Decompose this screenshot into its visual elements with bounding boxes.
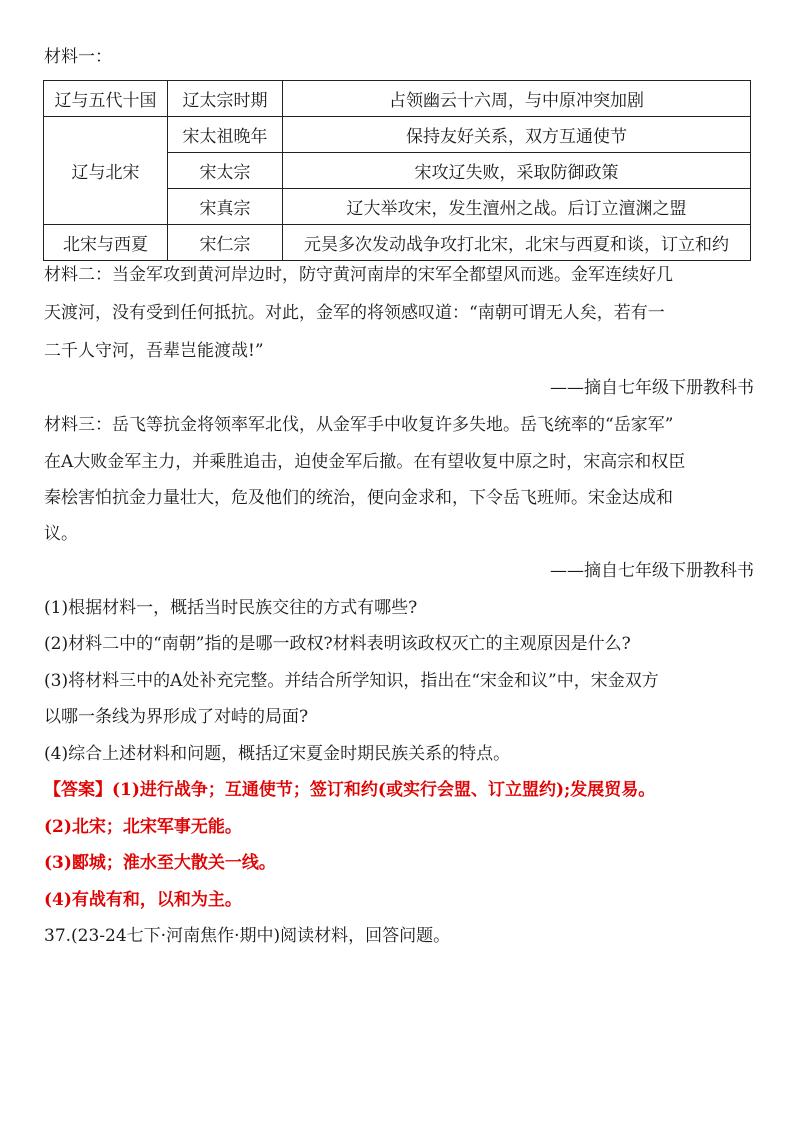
material1-label: 材料一： [44, 47, 112, 67]
table-cell: 宋真宗 [168, 189, 283, 225]
material3-line: 在A大败金军主力，并乘胜追击，迫使金军后撤。在有望收复中原之时，宋高宗和权臣 [44, 452, 686, 472]
material1-table [43, 80, 751, 261]
table-cell: 占领幽云十六周，与中原冲突加剧 [283, 81, 751, 117]
answer-line-1 [44, 779, 754, 801]
table-row [44, 117, 751, 153]
table-cell: 宋仁宗 [168, 225, 283, 261]
material3-line: 议。 [44, 524, 78, 544]
table-cell: 宋攻辽失败，采取防御政策 [283, 153, 751, 189]
question-3-cont: 以哪一条线为界形成了对峙的局面? [44, 707, 309, 727]
table-cell: 北宋与西夏 [44, 225, 168, 261]
material3-line: 秦桧害怕抗金力量壮大，危及他们的统治，便向金求和，下令岳飞班师。宋金达成和 [44, 488, 673, 508]
question-1: (1)根据材料一，概括当时民族交往的方式有哪些? [44, 598, 418, 618]
material2-line: 二千人守河，吾辈岂能渡哉!” [44, 341, 264, 361]
table-row [44, 225, 751, 261]
material3-line: 材料三：岳飞等抗金将领率军北伐，从金军手中收复许多失地。岳飞统率的“岳家军” [44, 415, 674, 435]
table-cell: 辽与五代十国 [44, 81, 168, 117]
answer-line-3: (3)郾城；淮水至大散关一线。 [44, 853, 276, 873]
table-cell: 辽太宗时期 [168, 81, 283, 117]
material2-source: ——摘自七年级下册教科书 [550, 378, 754, 398]
table-cell: 辽大举攻宋，发生澶州之战。后订立澶渊之盟 [283, 189, 751, 225]
material2-line: 材料二：当金军攻到黄河岸边时，防守黄河南岸的宋军全都望风而逃。金军连续好几 [44, 265, 673, 285]
answer-line-2: (2)北宋；北宋军事无能。 [44, 817, 242, 837]
table-cell: 宋太宗 [168, 153, 283, 189]
table-cell: 辽与北宋 [44, 117, 168, 225]
material2-line: 天渡河，没有受到任何抵抗。对此，金军的将领感叹道：“南朝可谓无人矣，若有一 [44, 303, 665, 323]
question-4: (4)综合上述材料和问题，概括辽宋夏金时期民族关系的特点。 [44, 744, 511, 764]
answer-label: 【答案】 [44, 780, 112, 800]
question-3: (3)将材料三中的A处补充完整。并结合所学知识，指出在“宋金和议”中，宋金双方 [44, 671, 659, 691]
next-question: 37.(23-24七下·河南焦作·期中)阅读材料，回答问题。 [44, 926, 451, 946]
table-cell: 宋太祖晚年 [168, 117, 283, 153]
table-cell: 保持友好关系，双方互通使节 [283, 117, 751, 153]
question-2: (2)材料二中的“南朝”指的是哪一政权?材料表明该政权灭亡的主观原因是什么? [44, 634, 631, 654]
material3-source: ——摘自七年级下册教科书 [550, 561, 754, 581]
answer-text: (1)进行战争；互通使节；签订和约(或实行会盟、订立盟约);发展贸易。 [112, 780, 656, 800]
answer-line-4: (4)有战有和，以和为主。 [44, 890, 242, 910]
table-row [44, 81, 751, 117]
table-cell: 元昊多次发动战争攻打北宋，北宋与西夏和谈，订立和约 [283, 225, 751, 261]
